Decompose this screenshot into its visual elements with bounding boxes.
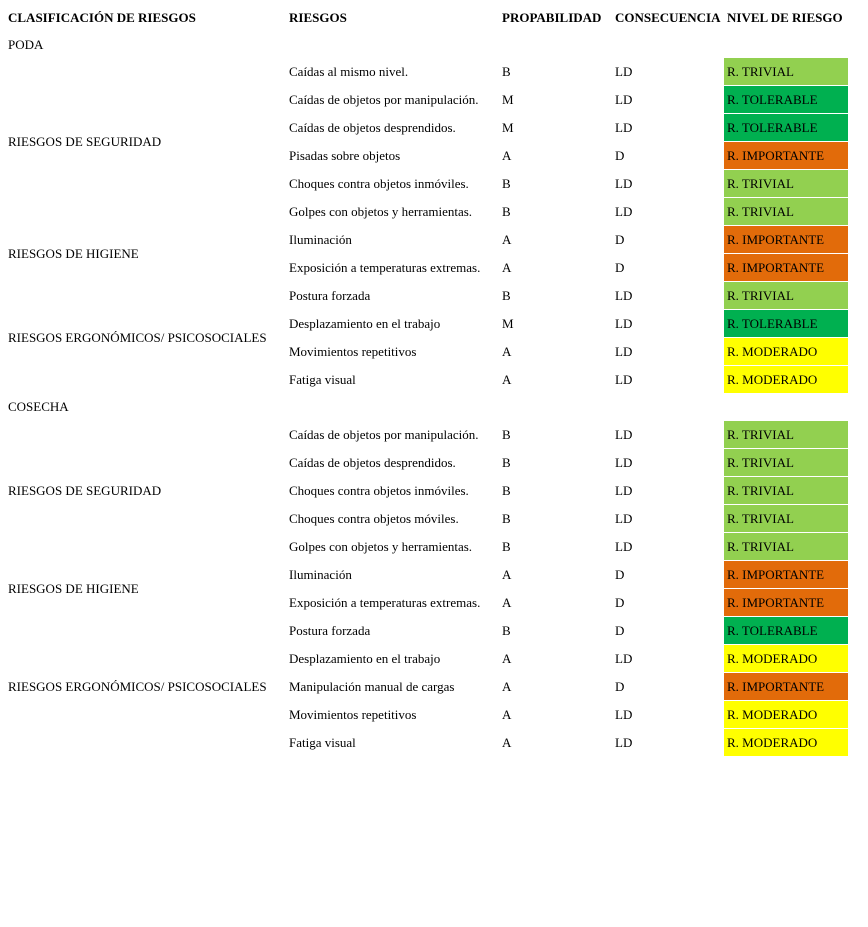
risk-level-badge: R. TRIVIAL: [724, 449, 848, 477]
probability-value: B: [502, 63, 511, 79]
risk-name: Choques contra objetos inmóviles.: [289, 175, 469, 191]
risk-level-badge: R. TRIVIAL: [724, 421, 848, 449]
consequence-value: D: [615, 566, 625, 582]
risk-category: RIESGOS ERGONÓMICOS/ PSICOSOCIALES: [8, 678, 267, 694]
risk-name: Caídas de objetos por manipulación.: [289, 91, 479, 107]
probability-value: A: [502, 678, 512, 694]
risk-level-badge: R. TOLERABLE: [724, 310, 848, 338]
probability-value: A: [502, 650, 512, 666]
risk-category: RIESGOS DE SEGURIDAD: [8, 133, 162, 149]
header-riesgos: RIESGOS: [289, 9, 347, 25]
risk-name: Caídas de objetos desprendidos.: [289, 454, 456, 470]
probability-value: B: [502, 175, 511, 191]
probability-value: A: [502, 566, 512, 582]
risk-name: Fatiga visual: [289, 734, 356, 750]
probability-value: A: [502, 147, 512, 163]
risk-name: Manipulación manual de cargas: [289, 678, 455, 694]
risk-category: RIESGOS ERGONÓMICOS/ PSICOSOCIALES: [8, 329, 267, 345]
section-title: PODA: [8, 36, 44, 52]
risk-assessment-table: [5, 4, 848, 757]
consequence-value: LD: [615, 371, 633, 387]
risk-level-badge: R. TRIVIAL: [724, 198, 848, 226]
risk-name: Choques contra objetos inmóviles.: [289, 482, 469, 498]
risk-name: Fatiga visual: [289, 371, 356, 387]
risk-table-body: [5, 31, 848, 757]
consequence-value: LD: [615, 343, 633, 359]
table-row: [5, 226, 848, 254]
risk-name: Desplazamiento en el trabajo: [289, 315, 441, 331]
probability-value: B: [502, 203, 511, 219]
risk-level-badge: R. TRIVIAL: [724, 477, 848, 505]
probability-value: A: [502, 594, 512, 610]
consequence-value: LD: [615, 706, 633, 722]
consequence-value: LD: [615, 454, 633, 470]
empty-cell: [724, 394, 848, 422]
consequence-value: LD: [615, 63, 633, 79]
consequence-value: LD: [615, 650, 633, 666]
consequence-value: LD: [615, 510, 633, 526]
risk-level-badge: R. TRIVIAL: [724, 58, 848, 86]
empty-cell: [612, 31, 724, 58]
probability-value: B: [502, 538, 511, 554]
probability-value: A: [502, 371, 512, 387]
risk-name: Caídas de objetos por manipulación.: [289, 426, 479, 442]
risk-level-badge: R. MODERADO: [724, 701, 848, 729]
empty-cell: [499, 31, 612, 58]
consequence-value: LD: [615, 734, 633, 750]
probability-value: B: [502, 622, 511, 638]
risk-name: Caídas de objetos desprendidos.: [289, 119, 456, 135]
probability-value: B: [502, 482, 511, 498]
probability-value: M: [502, 315, 514, 331]
probability-value: M: [502, 119, 514, 135]
risk-level-badge: R. MODERADO: [724, 338, 848, 366]
consequence-value: D: [615, 622, 625, 638]
consequence-value: LD: [615, 482, 633, 498]
consequence-value: LD: [615, 175, 633, 191]
consequence-value: LD: [615, 538, 633, 554]
consequence-value: D: [615, 259, 625, 275]
risk-category: RIESGOS DE SEGURIDAD: [8, 482, 162, 498]
risk-level-badge: R. TOLERABLE: [724, 86, 848, 114]
consequence-value: LD: [615, 315, 633, 331]
risk-level-badge: R. IMPORTANTE: [724, 226, 848, 254]
header-consecuencia: CONSECUENCIA: [615, 9, 721, 25]
risk-name: Exposición a temperaturas extremas.: [289, 259, 481, 275]
section-title: COSECHA: [8, 399, 69, 415]
header-row: [5, 4, 848, 31]
risk-level-badge: R. MODERADO: [724, 729, 848, 757]
consequence-value: LD: [615, 91, 633, 107]
header-nivel-riesgo: NIVEL DE RIESGO: [727, 9, 843, 25]
consequence-value: LD: [615, 119, 633, 135]
section-row: [5, 394, 848, 422]
risk-name: Pisadas sobre objetos: [289, 147, 401, 163]
risk-level-badge: R. TOLERABLE: [724, 114, 848, 142]
empty-cell: [286, 31, 499, 58]
probability-value: A: [502, 343, 512, 359]
probability-value: A: [502, 706, 512, 722]
header-clasificacion: CLASIFICACIÓN DE RIESGOS: [8, 9, 196, 25]
table-row: [5, 282, 848, 310]
risk-name: Exposición a temperaturas extremas.: [289, 594, 481, 610]
section-row: [5, 31, 848, 58]
probability-value: B: [502, 510, 511, 526]
risk-level-badge: R. IMPORTANTE: [724, 561, 848, 589]
risk-name: Desplazamiento en el trabajo: [289, 650, 441, 666]
risk-level-badge: R. IMPORTANTE: [724, 142, 848, 170]
risk-category: RIESGOS DE HIGIENE: [8, 580, 139, 596]
risk-level-badge: R. TRIVIAL: [724, 533, 848, 561]
risk-name: Golpes con objetos y herramientas.: [289, 203, 473, 219]
probability-value: A: [502, 259, 512, 275]
consequence-value: D: [615, 231, 625, 247]
risk-name: Iluminación: [289, 566, 352, 582]
risk-name: Postura forzada: [289, 287, 371, 303]
risk-name: Choques contra objetos móviles.: [289, 510, 459, 526]
empty-cell: [286, 394, 499, 422]
probability-value: B: [502, 287, 511, 303]
consequence-value: LD: [615, 203, 633, 219]
risk-name: Movimientos repetitivos: [289, 706, 417, 722]
risk-level-badge: R. TRIVIAL: [724, 282, 848, 310]
empty-cell: [724, 31, 848, 58]
consequence-value: D: [615, 147, 625, 163]
consequence-value: LD: [615, 426, 633, 442]
empty-cell: [612, 394, 724, 422]
risk-level-badge: R. TOLERABLE: [724, 617, 848, 645]
probability-value: B: [502, 454, 511, 470]
risk-level-badge: R. TRIVIAL: [724, 505, 848, 533]
consequence-value: LD: [615, 287, 633, 303]
risk-name: Iluminación: [289, 231, 352, 247]
risk-level-badge: R. IMPORTANTE: [724, 589, 848, 617]
risk-level-badge: R. IMPORTANTE: [724, 673, 848, 701]
table-row: [5, 421, 848, 449]
risk-name: Caídas al mismo nivel.: [289, 63, 409, 79]
table-row: [5, 617, 848, 645]
risk-name: Golpes con objetos y herramientas.: [289, 538, 473, 554]
risk-level-badge: R. MODERADO: [724, 645, 848, 673]
risk-level-badge: R. IMPORTANTE: [724, 254, 848, 282]
empty-cell: [499, 394, 612, 422]
consequence-value: D: [615, 594, 625, 610]
risk-category: RIESGOS DE HIGIENE: [8, 245, 139, 261]
header-probabilidad: PROPABILIDAD: [502, 9, 602, 25]
probability-value: M: [502, 91, 514, 107]
probability-value: A: [502, 231, 512, 247]
risk-level-badge: R. TRIVIAL: [724, 170, 848, 198]
risk-level-badge: R. MODERADO: [724, 366, 848, 394]
table-row: [5, 561, 848, 589]
consequence-value: D: [615, 678, 625, 694]
risk-name: Postura forzada: [289, 622, 371, 638]
risk-name: Movimientos repetitivos: [289, 343, 417, 359]
probability-value: A: [502, 734, 512, 750]
probability-value: B: [502, 426, 511, 442]
table-row: [5, 58, 848, 86]
